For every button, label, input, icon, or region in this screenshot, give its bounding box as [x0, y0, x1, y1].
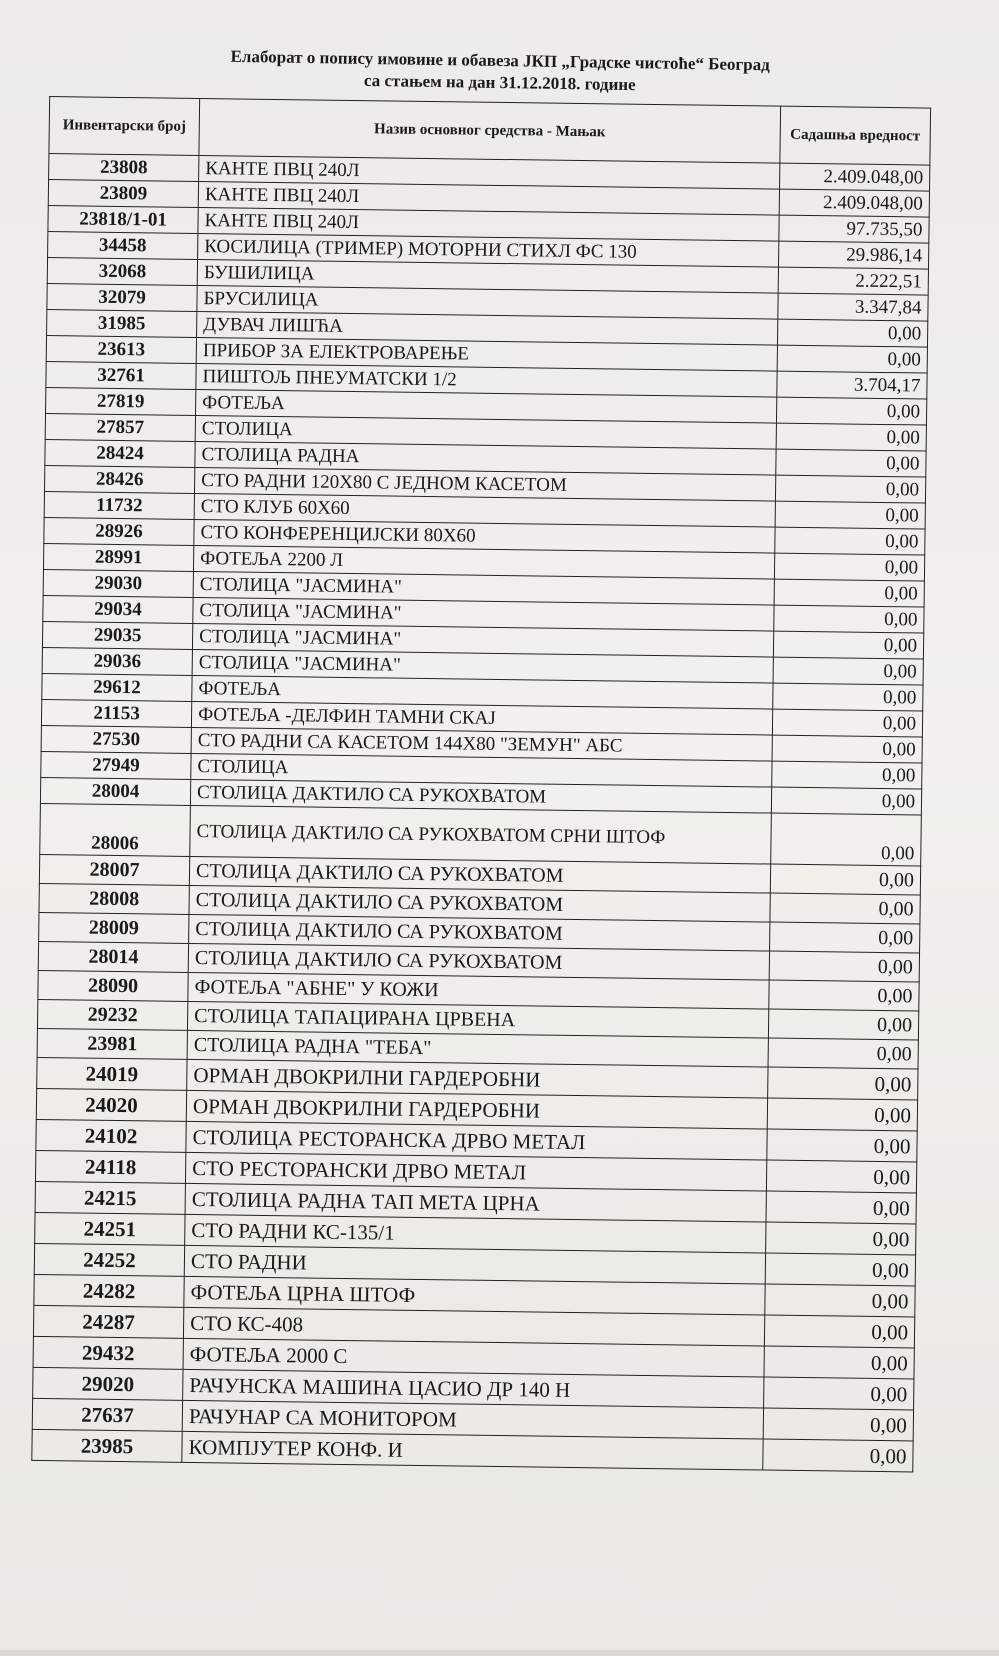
asset-name-cell: ФОТЕЉА 2000 С — [183, 1338, 764, 1377]
asset-name-cell: СТО РЕСТОРАНСКИ ДРВО МЕТАЛ — [186, 1152, 767, 1191]
inventory-number-cell: 29034 — [43, 596, 193, 624]
current-value-cell: 0,00 — [773, 631, 923, 659]
current-value-cell: 0,00 — [772, 735, 922, 763]
current-value-cell: 97.735,50 — [779, 215, 929, 243]
current-value-cell: 0,00 — [768, 1009, 918, 1040]
asset-name-cell: СТОЛИЦА "ЈАСМИНА" — [193, 571, 774, 605]
inventory-number-cell: 27530 — [41, 725, 191, 753]
asset-name-cell: СТОЛИЦА РАДНА ТАП МЕТА ЦРНА — [185, 1183, 766, 1222]
current-value-cell: 0,00 — [769, 980, 919, 1011]
inventory-number-cell: 28007 — [39, 854, 189, 885]
inventory-number-cell: 21153 — [41, 699, 191, 727]
asset-name-cell: КАНТЕ ПВЦ 240Л — [198, 182, 779, 216]
current-value-cell: 0,00 — [776, 397, 926, 425]
inventory-number-cell: 24118 — [35, 1150, 185, 1183]
inventory-number-cell: 28424 — [45, 440, 195, 468]
asset-name-cell: ОРМАН ДВОКРИЛНИ ГАРДЕРОБНИ — [187, 1059, 768, 1098]
inventory-number-cell: 27819 — [46, 388, 196, 416]
asset-name-cell: БРУСИЛИЦА — [197, 285, 778, 319]
asset-name-cell: КОСИЛИЦА (ТРИМЕР) МОТОРНИ СТИХЛ ФС 130 — [198, 233, 779, 267]
current-value-cell: 0,00 — [768, 1038, 918, 1069]
inventory-number-cell: 28014 — [38, 941, 188, 972]
inventory-number-cell: 31985 — [47, 310, 197, 338]
asset-name-cell: ФОТЕЉА 2200 Л — [194, 545, 775, 579]
asset-name-cell: БУШИЛИЦА — [197, 259, 778, 293]
current-value-cell: 0,00 — [765, 1253, 915, 1286]
current-value-cell: 0,00 — [769, 922, 919, 953]
asset-name-cell: СТОЛИЦА ДАКТИЛО СА РУКОХВАТОМ СРНИ ШТОФ — [190, 805, 772, 864]
title-line-2: са стањем на дан 31.12.2018. године — [363, 70, 636, 95]
current-value-cell: 3.704,17 — [777, 371, 927, 399]
asset-name-cell: СТОЛИЦА РАДНА "ТЕБА" — [187, 1030, 768, 1067]
inventory-number-cell: 29232 — [37, 999, 187, 1030]
inventory-number-cell: 29030 — [43, 570, 193, 598]
inventory-number-cell: 24282 — [34, 1274, 184, 1307]
asset-name-cell: РАЧУНСКА МАШИНА ЦАСИО ДР 140 Н — [183, 1369, 764, 1408]
current-value-cell: 0,00 — [770, 893, 920, 924]
inventory-table — [31, 96, 931, 1472]
inventory-number-cell: 23981 — [37, 1028, 187, 1059]
asset-name-cell: СТОЛИЦА ТАПАЦИРАНА ЦРВЕНА — [188, 1001, 769, 1038]
current-value-cell: 2.409.048,00 — [779, 163, 929, 191]
asset-name-cell: РАЧУНАР СА МОНИТОРОМ — [182, 1400, 763, 1439]
asset-name-cell: ФОТЕЉА ЦРНА ШТОФ — [184, 1276, 765, 1315]
current-value-cell: 0,00 — [763, 1408, 913, 1441]
current-value-cell: 0,00 — [775, 501, 925, 529]
inventory-number-cell: 23985 — [32, 1429, 182, 1462]
inventory-number-cell: 32079 — [47, 284, 197, 312]
current-value-cell: 0,00 — [776, 423, 926, 451]
asset-name-cell: КАНТЕ ПВЦ 240Л — [198, 207, 779, 241]
current-value-cell: 0,00 — [764, 1315, 914, 1348]
current-value-cell: 0,00 — [773, 683, 923, 711]
inventory-number-cell: 29432 — [33, 1336, 183, 1369]
current-value-cell: 2.222,51 — [778, 267, 928, 295]
asset-name-cell: СТОЛИЦА ДАКТИЛО СА РУКОХВАТОМ — [188, 943, 769, 980]
current-value-cell: 0,00 — [776, 449, 926, 477]
inventory-number-cell: 24287 — [33, 1305, 183, 1338]
inventory-number-cell: 29020 — [33, 1367, 183, 1400]
current-value-cell: 0,00 — [766, 1191, 916, 1224]
asset-name-cell: СТО РАДНИ КС-135/1 — [185, 1214, 766, 1253]
current-value-cell: 0,00 — [773, 657, 923, 685]
inventory-number-cell: 28006 — [40, 803, 191, 856]
current-value-cell: 0,00 — [767, 1129, 917, 1162]
current-value-cell: 0,00 — [764, 1346, 914, 1379]
asset-name-cell: ФОТЕЉА "АБНЕ" У КОЖИ — [188, 972, 769, 1009]
inventory-number-cell: 28090 — [38, 970, 188, 1001]
inventory-number-cell: 24020 — [36, 1088, 186, 1121]
current-value-cell: 0,00 — [772, 709, 922, 737]
inventory-number-cell: 28426 — [44, 466, 194, 494]
inventory-number-cell: 29036 — [42, 647, 192, 675]
inventory-number-cell: 24251 — [35, 1212, 185, 1245]
inventory-number-cell: 24215 — [35, 1181, 185, 1214]
current-value-cell: 0,00 — [774, 579, 924, 607]
current-value-cell: 0,00 — [771, 787, 921, 815]
inventory-number-cell: 34458 — [48, 232, 198, 260]
header-current-value: Садашња вредност — [780, 106, 931, 165]
inventory-number-cell: 23808 — [49, 154, 199, 182]
inventory-number-cell: 11732 — [44, 492, 194, 520]
asset-name-cell: СТО КОНФЕРЕНЦИЈСКИ 80Х60 — [194, 519, 775, 553]
inventory-number-cell: 23809 — [48, 180, 198, 208]
current-value-cell: 3.347,84 — [778, 293, 928, 321]
table-body — [32, 154, 930, 1472]
asset-name-cell: ФОТЕЉА -ДЕЛФИН ТАМНИ СКАЈ — [191, 701, 772, 735]
current-value-cell: 0,00 — [774, 553, 924, 581]
asset-name-cell: ОРМАН ДВОКРИЛНИ ГАРДЕРОБНИ — [186, 1090, 767, 1129]
inventory-number-cell: 28009 — [39, 912, 189, 943]
current-value-cell: 2.409.048,00 — [779, 189, 929, 217]
asset-name-cell: СТОЛИЦА ДАКТИЛО СА РУКОХВАТОМ — [190, 779, 771, 813]
current-value-cell: 0,00 — [765, 1284, 915, 1317]
asset-name-cell: СТОЛИЦА РЕСТОРАНСКА ДРВО МЕТАЛ — [186, 1121, 767, 1160]
inventory-number-cell: 27857 — [45, 414, 195, 442]
current-value-cell: 0,00 — [770, 864, 920, 895]
inventory-number-cell: 23613 — [46, 336, 196, 364]
current-value-cell: 0,00 — [769, 951, 919, 982]
inventory-number-cell: 27637 — [32, 1398, 182, 1431]
current-value-cell: 0,00 — [774, 605, 924, 633]
asset-name-cell: СТО РАДНИ СА КАСЕТОМ 144Х80 "ЗЕМУН" АБС — [191, 727, 772, 761]
current-value-cell: 0,00 — [775, 475, 925, 503]
inventory-number-cell: 24252 — [34, 1243, 184, 1276]
current-value-cell: 0,00 — [764, 1377, 914, 1410]
asset-name-cell: ДУВАЧ ЛИШЋА — [197, 311, 778, 345]
current-value-cell: 0,00 — [766, 1222, 916, 1255]
inventory-number-cell: 29612 — [42, 673, 192, 701]
current-value-cell: 0,00 — [767, 1098, 917, 1131]
inventory-number-cell: 28926 — [44, 518, 194, 546]
asset-name-cell: СТО РАДНИ 120Х80 С ЈЕДНОМ КАСЕТОМ — [195, 467, 776, 501]
current-value-cell: 0,00 — [771, 813, 922, 866]
asset-name-cell: СТОЛИЦА — [191, 753, 772, 787]
asset-name-cell: КАНТЕ ПВЦ 240Л — [199, 156, 780, 190]
current-value-cell: 0,00 — [768, 1067, 918, 1100]
asset-name-cell: СТОЛИЦА "ЈАСМИНА" — [192, 623, 773, 657]
asset-name-cell: ФОТЕЉА — [192, 675, 773, 709]
inventory-number-cell: 29035 — [42, 622, 192, 650]
asset-name-cell: СТОЛИЦА РАДНА — [195, 441, 776, 475]
inventory-number-cell: 28004 — [40, 777, 190, 805]
asset-name-cell: СТОЛИЦА "ЈАСМИНА" — [192, 649, 773, 683]
asset-name-cell: СТО КС-408 — [183, 1307, 764, 1346]
current-value-cell: 29.986,14 — [778, 241, 928, 269]
inventory-number-cell: 23818/1-01 — [48, 206, 198, 234]
asset-name-cell: СТО РАДНИ — [184, 1245, 765, 1284]
current-value-cell: 0,00 — [775, 527, 925, 555]
inventory-number-cell: 24019 — [37, 1057, 187, 1090]
title-line-1: Елаборат о попису имовине и обавеза ЈКП „Градске чистоће“ Београд — [230, 46, 770, 75]
asset-name-cell: СТОЛИЦА ДАКТИЛО СА РУКОХВАТОМ — [189, 914, 770, 951]
asset-name-cell: СТО КЛУБ 60Х60 — [194, 493, 775, 527]
current-value-cell: 0,00 — [763, 1439, 913, 1472]
inventory-number-cell: 27949 — [41, 751, 191, 779]
current-value-cell: 0,00 — [766, 1160, 916, 1193]
asset-name-cell: СТОЛИЦА ДАКТИЛО СА РУКОХВАТОМ — [189, 885, 770, 922]
asset-name-cell: ФОТЕЉА — [196, 389, 777, 423]
inventory-number-cell: 28008 — [39, 883, 189, 914]
asset-name-cell: СТОЛИЦА ДАКТИЛО СА РУКОХВАТОМ — [189, 856, 770, 893]
inventory-number-cell: 28991 — [43, 544, 193, 572]
inventory-number-cell: 24102 — [36, 1119, 186, 1152]
asset-name-cell: ПРИБОР ЗА ЕЛЕКТРОВАРЕЊЕ — [196, 337, 777, 371]
asset-name-cell: СТОЛИЦА — [195, 415, 776, 449]
current-value-cell: 0,00 — [777, 319, 927, 347]
header-asset-name: Назив основног средства - Мањак — [199, 99, 781, 164]
inventory-number-cell: 32068 — [47, 258, 197, 286]
asset-name-cell: КОМПЈУТЕР КОНФ. И — [182, 1431, 763, 1470]
current-value-cell: 0,00 — [777, 345, 927, 373]
inventory-number-cell: 32761 — [46, 362, 196, 390]
current-value-cell: 0,00 — [772, 761, 922, 789]
asset-name-cell: СТОЛИЦА "ЈАСМИНА" — [193, 597, 774, 631]
header-inventory-number: Инвентарски број — [49, 97, 200, 156]
asset-name-cell: ПИШТОЉ ПНЕУМАТСКИ 1/2 — [196, 363, 777, 397]
